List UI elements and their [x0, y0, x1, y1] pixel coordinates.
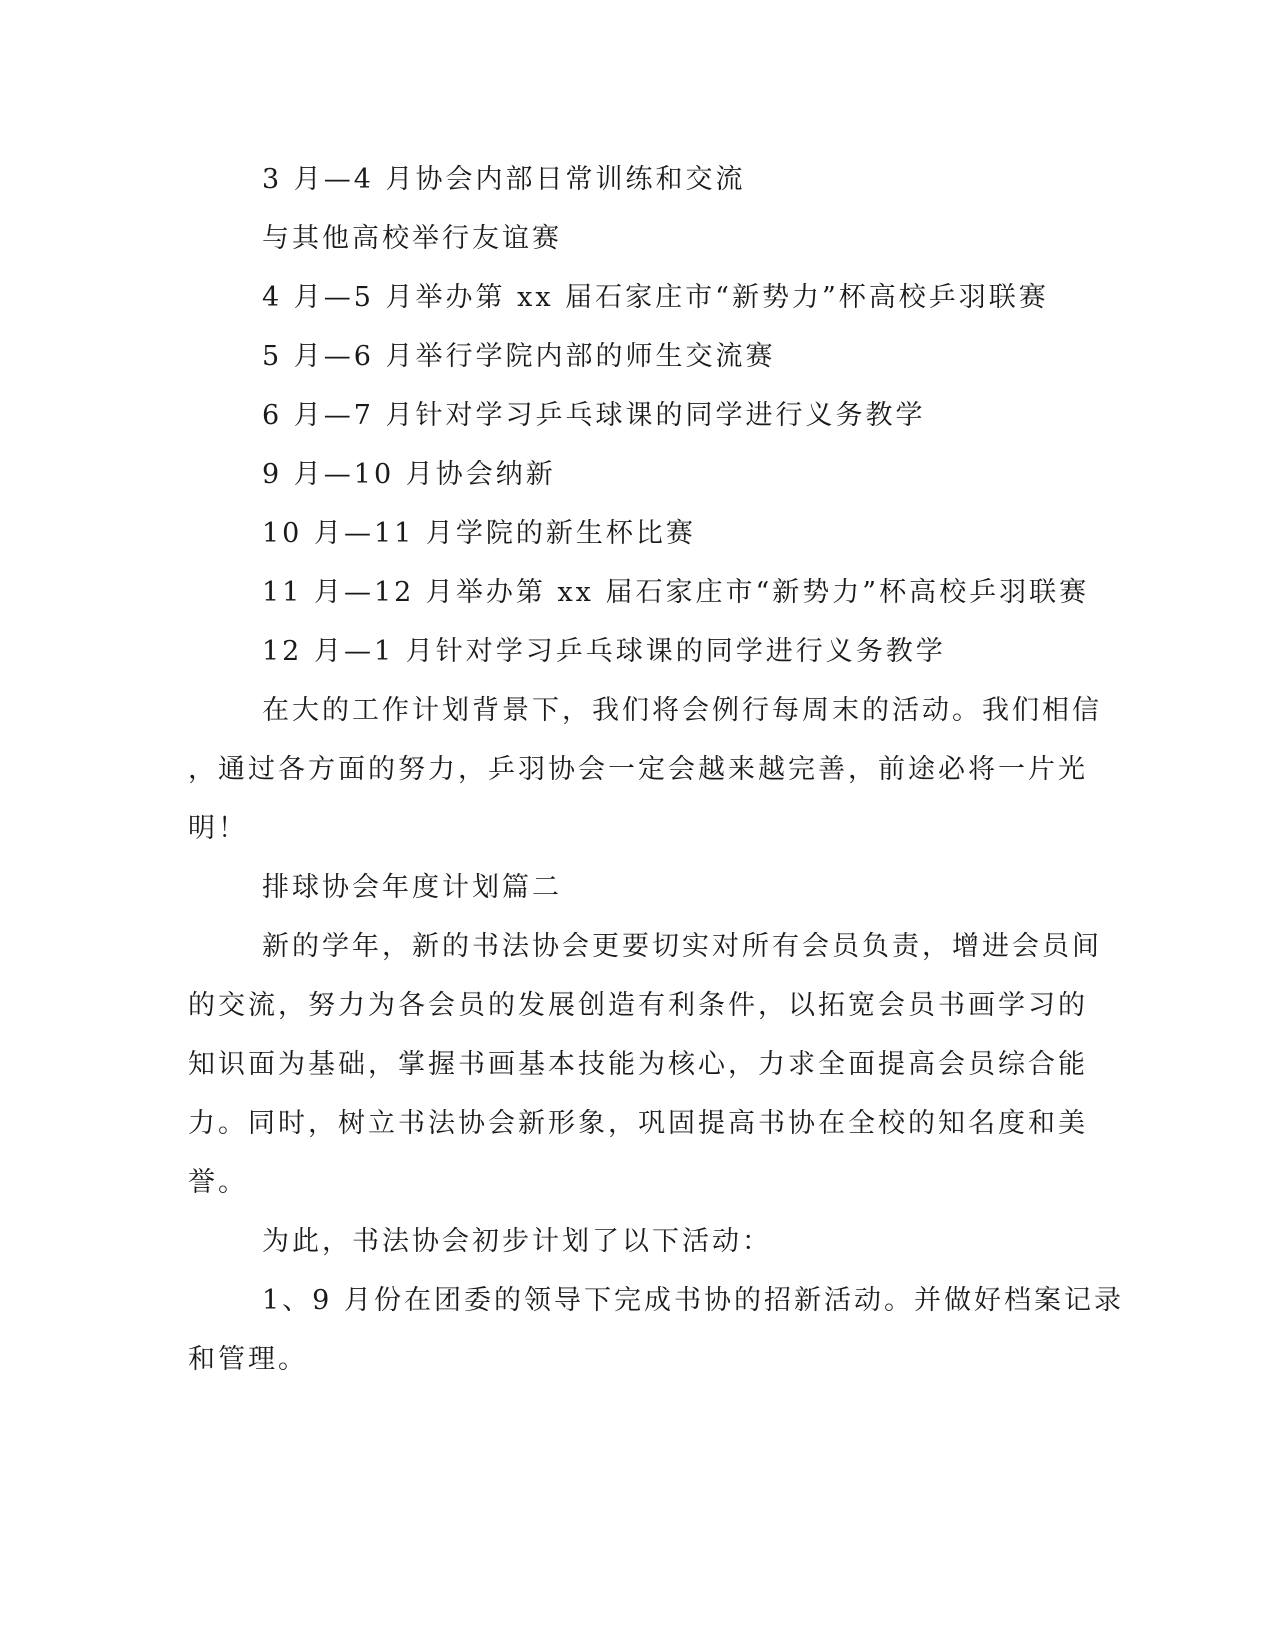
- schedule-line-9: 12 月—1 月针对学习乒乓球课的同学进行义务教学: [262, 636, 946, 667]
- schedule-line-7: 10 月—11 月学院的新生杯比赛: [262, 518, 696, 549]
- intro-paragraph-line-2: 的交流，努力为各会员的发展创造有利条件，以拓宽会员书画学习的: [188, 990, 1088, 1021]
- closing-paragraph-line-2: ，通过各方面的努力，乒羽协会一定会越来越完善，前途必将一片光: [188, 754, 1088, 785]
- intro-paragraph-line-5: 誉。: [188, 1167, 248, 1198]
- schedule-line-5: 6 月—7 月针对学习乒乓球课的同学进行义务教学: [262, 400, 926, 431]
- schedule-line-8: 11 月—12 月举办第 xx 届石家庄市“新势力”杯高校乒羽联赛: [262, 577, 1090, 608]
- intro-paragraph-line-3: 知识面为基础，掌握书画基本技能为核心，力求全面提高会员综合能: [188, 1049, 1088, 1080]
- closing-paragraph-line-1: 在大的工作计划背景下，我们将会例行每周末的活动。我们相信: [262, 695, 1102, 726]
- plan-item-1-line-1: 1、9 月份在团委的领导下完成书协的招新活动。并做好档案记录: [262, 1285, 1124, 1316]
- plan-item-1-line-2: 和管理。: [188, 1344, 308, 1375]
- closing-paragraph-line-3: 明！: [188, 813, 248, 844]
- schedule-line-6: 9 月—10 月协会纳新: [262, 459, 556, 490]
- intro-paragraph-line-4: 力。同时，树立书法协会新形象，巩固提高书协在全校的知名度和美: [188, 1108, 1088, 1139]
- schedule-line-1: 3 月—4 月协会内部日常训练和交流: [262, 164, 746, 195]
- schedule-line-4: 5 月—6 月举行学院内部的师生交流赛: [262, 341, 776, 372]
- intro-paragraph-line-1: 新的学年，新的书法协会更要切实对所有会员负责，增进会员间: [262, 931, 1102, 962]
- schedule-line-3: 4 月—5 月举办第 xx 届石家庄市“新势力”杯高校乒羽联赛: [262, 282, 1049, 313]
- section-title: 排球协会年度计划篇二: [262, 872, 562, 903]
- plan-intro: 为此，书法协会初步计划了以下活动：: [262, 1226, 772, 1257]
- schedule-line-2: 与其他高校举行友谊赛: [262, 223, 562, 254]
